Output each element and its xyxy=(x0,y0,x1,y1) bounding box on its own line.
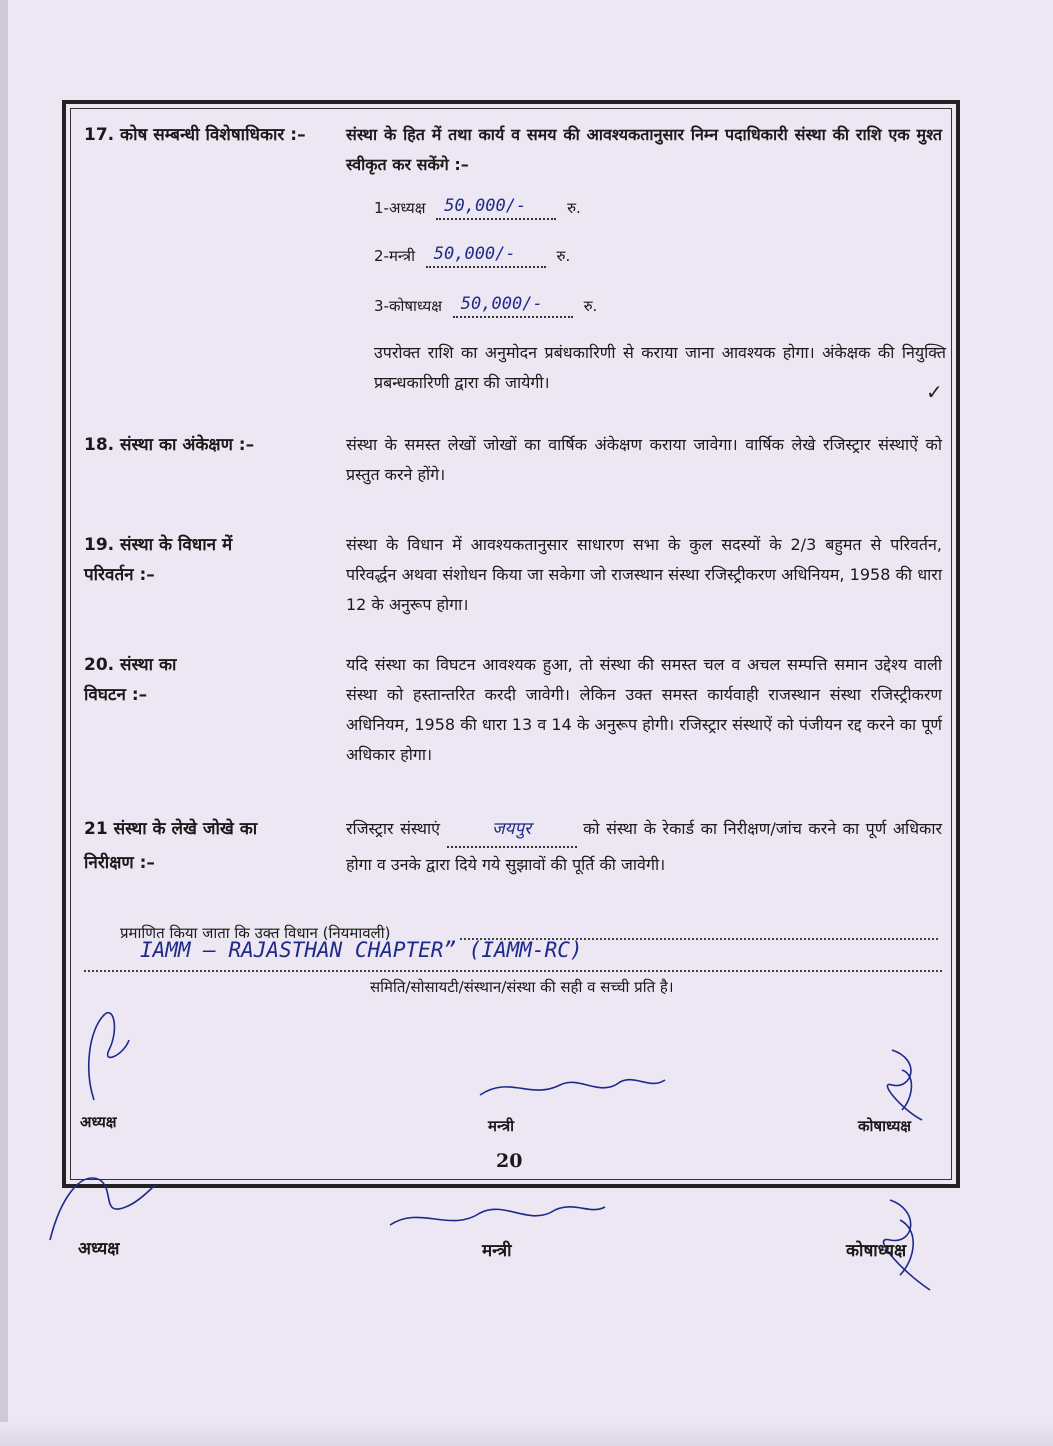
label-secretary-inner: मन्त्री xyxy=(488,1117,515,1135)
inner-frame xyxy=(70,108,952,1180)
allocation-label: 2-मन्त्री xyxy=(374,247,415,265)
section-18-text: संस्था के समस्त लेखों जोखों का वार्षिक अंकेक्षण कराया जावेगा। वार्षिक लेखे रजिस्ट्रार संस्थाऐं को प्रस्तुत करने होंगे। xyxy=(346,435,942,484)
section-21-heading: 21 संस्था के लेखे जोखे का निरीक्षण :– xyxy=(84,819,258,873)
label-president-inner: अध्यक्ष xyxy=(80,1113,117,1131)
page-edge-bottom xyxy=(0,1422,1053,1446)
label-treasurer-outer: कोषाध्यक्ष xyxy=(846,1241,907,1261)
signature-secretary-inner xyxy=(470,1070,670,1110)
allocation-secretary xyxy=(374,244,570,268)
allocation-unit: रु. xyxy=(583,297,598,315)
handwritten-jaipur: जयपुर xyxy=(492,819,532,839)
section-19-text: संस्था के विधान में आवश्यकतानुसार साधारण सभा के कुल सदस्यों के 2/3 बहुमत से परिवर्तन, परिवर्द्धन अथवा संशोधन किया जा सकेगा जो राजस्थान संस्था रजिस्ट्रीकरण अधिनियम, 1958 की धारा 12 के अनुरूप होगा। xyxy=(346,535,942,614)
section-19-heading: 19. संस्था के विधान में परिवर्तन :– xyxy=(84,535,233,585)
label-president-outer: अध्यक्ष xyxy=(78,1239,120,1259)
page-number: 20 xyxy=(496,1150,523,1172)
section-21-prefix: रजिस्ट्रार संस्थाएं xyxy=(346,819,441,838)
allocation-label: 3-कोषाध्यक्ष xyxy=(374,297,443,315)
certification-prefix: प्रमाणित किया जाता कि उक्त विधान (नियमावली) xyxy=(120,924,391,942)
section-18-heading: 18. संस्था का अंकेक्षण :– xyxy=(84,435,255,455)
section-17-note: उपरोक्त राशि का अनुमोदन प्रबंधकारिणी से कराया जाना आवश्यक होगा। अंकेक्षक की नियुक्ति प्रबन्धकारिणी द्वारा की जायेगी। xyxy=(374,343,946,392)
signature-president-inner xyxy=(74,1000,154,1110)
checkmark-icon: ✓ xyxy=(926,380,943,404)
certification-suffix: समिति/सोसायटी/संस्थान/संस्था की सही व सच्ची प्रति है। xyxy=(370,978,674,996)
allocation-label: 1-अध्यक्ष xyxy=(374,199,426,217)
handwritten-chapter-name: IAMM – RAJASTHAN CHAPTER” (IAMM-RC) xyxy=(140,938,583,962)
section-17-heading: 17. कोष सम्बन्धी विशेषाधिकार :– xyxy=(84,125,306,145)
section-17-intro: संस्था के हित में तथा कार्य व समय की आवश्यकतानुसार निम्न पदाधिकारी संस्था की राशि एक मुश्त स्वीकृत कर सकेंगे :– xyxy=(346,125,942,174)
section-21-suffix: को संस्था के रेकार्ड का निरीक्षण/जांच करने का पूर्ण अधिकार होगा व उनके द्वारा दिये गये सुझावों की पूर्ति की जावेगी। xyxy=(346,819,943,874)
allocation-treasurer xyxy=(374,294,597,318)
page-edge xyxy=(0,0,8,1446)
allocation-amount: 50,000/- xyxy=(433,244,516,264)
label-treasurer-inner: कोषाध्यक्ष xyxy=(858,1117,912,1135)
section-20-text: यदि संस्था का विघटन आवश्यक हुआ, तो संस्था की समस्त चल व अचल सम्पत्ति समान उद्देश्य वाली संस्था को हस्तान्तरित करदी जावेगी। लेकिन उक्त समस्त कार्यवाही राजस्थान संस्था रजिस्ट्रीकरण अधिनियम, 1958 की धारा 13 व 14 के अनुरूप होगी। रजिस्ट्रार संस्थाऐं को पंजीयन रद्द करने का पूर्ण अधिकार होगा। xyxy=(346,655,942,764)
label-secretary-outer: मन्त्री xyxy=(482,1241,512,1261)
allocation-president xyxy=(374,196,581,220)
allocation-amount: 50,000/- xyxy=(460,294,543,314)
allocation-unit: रु. xyxy=(567,199,581,217)
allocation-unit: रु. xyxy=(556,247,571,265)
allocation-amount: 50,000/- xyxy=(444,196,527,216)
section-20-heading: 20. संस्था का विघटन :– xyxy=(84,655,177,705)
section-21-text xyxy=(346,812,942,882)
